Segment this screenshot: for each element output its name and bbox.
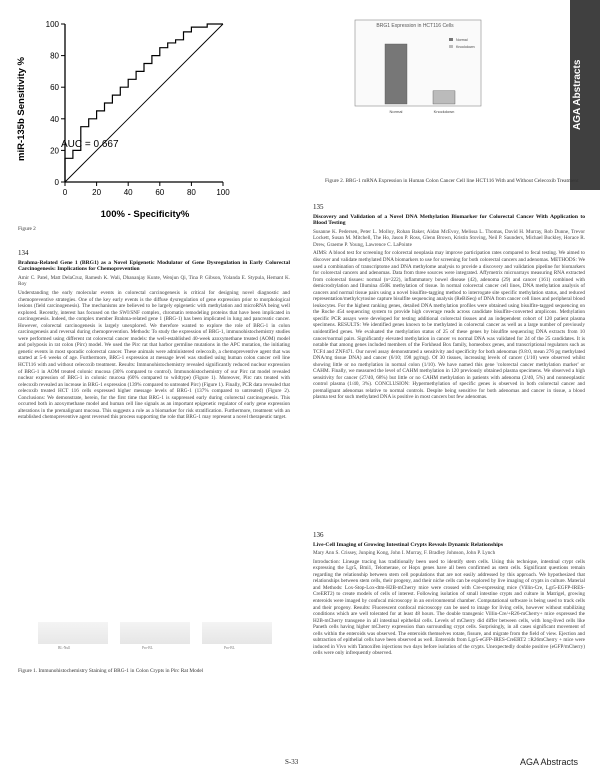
figure-1-caption: Figure 1. Immunohistochemistry Staining of BRG-1 in Colon Crypts in Pirc Rat Model bbox=[18, 668, 204, 674]
article-136-body: Introduction: Lineage tracing has traditionally been used to identify stem cells. Using this technique, intestinal crypt cells expressing the Lgr5, Bmi1, Telomerase, or Hopx genes have all been confirmed as stem cells. Significant questions remain regarding the relationship between stem cell populations that are not easily addressed by this approach. We hypothesized that relationships between stem cells, their progeny, and their niche cells can be explored by live imaging of crypts in culture. Material and Methods: Lox-Stop-Lox-dtm-H2B-mCherry mice were crossed with Cre-expressing mice (Villin-Cre, Lgr5-EGFP-IRES-CreERT2) to create models of cells of interest. Following isolation of small intestine crypts and culture in Matrigel, growing enteroids were imaged by confocal microscopy in an environmental chamber. Computational software is being used to track cells and their progeny. Results: Fluorescent confocal microscopy can be used to image for living cells, however without stabilizing conditions which are well tolerated for at least 48 hours. The double transgenic Villin-Cre/+R26-mCherry+ mice expressed the H2B-mCherry transgene in all intestinal epithelial cells. Levels of mCherry did differ between cells, with long-lived cells like Paneth cells having higher mCherry expression than surrounding crypt cells. Surprisingly, in all cases significant movement of cells within the enteroids was observed. The enteroids themselves rotate, fissure, and migrate from the field of view. Ejection and subtraction of epithelial cells have been observed as well. Enteroids from Lgr5-eGFP-IRES-CreERT2 ::R26mCherry + mice were induced in Vivo with Tamoxifen injections two days before isolation of the crypts. Unexpectedly double positive (eGFP/mCherry) cells were only infrequently observed. bbox=[313, 558, 585, 657]
section-sidebar bbox=[570, 0, 600, 190]
roc-y-tick-label: 40 bbox=[50, 114, 59, 124]
roc-x-axis-label: 100% - Specificity% bbox=[100, 209, 190, 220]
article-134-number: 134 bbox=[18, 249, 29, 257]
roc-caption: Figure 2 bbox=[18, 226, 36, 232]
legend-knockdown: Knockdown bbox=[456, 45, 475, 49]
brg1-plot-frame bbox=[355, 20, 481, 106]
brg1-category-label: Normal bbox=[389, 109, 403, 114]
roc-y-tick-label: 20 bbox=[50, 146, 59, 156]
article-134-title: Brahma-Related Gene 1 (BRG1) as a Novel Epigenetic Modulator of Gene Dysregulation in Early Colorectal Carcinogenesis: Implications for Chemoprevention bbox=[18, 259, 290, 273]
brg1-category-label: Knockdown bbox=[433, 109, 455, 114]
footer-journal: AGA Abstracts bbox=[520, 757, 579, 767]
roc-x-tick-label: 40 bbox=[123, 188, 133, 197]
roc-diagonal bbox=[65, 24, 223, 182]
article-134-body: Understanding the early molecular events in colorectal carcinogenesis is critical for designing novel diagnostic and chemopreventive strategies. One of the key early events is the diffuse dysregulation of gene expression prior to morphological lesions (field carcinogenesis). The mechanisms are believed to be largely epigenetic with methylation and microRNA being well explored. Recently, interest has focused on the SWI/SNF complex, chromatin remodeling proteins that have been implicated in carcinogenesis. Indeed, the complex member Brahma-related gene 1 (BRG-1) has been implicated in lung and pancreatic cancer. However, colorectal carcinogenesis is largely unexplored. We therefore wanted to explore the role of BRG-1 in colon carcinogenesis and reversal during chemoprevention. Methods: To study the expression of BRG-1, immunohistochemistry studies were performed using different rat colorectal cancer models: the well-established 40-week azoxymethane treated (AOM) model and polyposis in rat colon (Pirc) model. We used the Pirc rat that harbor germline mutations in the APC mutation, the initiating genetic events in most sporadic colorectal cancer. These animals were administered celecoxib, a chemopreventive agent that was started at 5-6 weeks of age. Furthermore, BRG-1 expression at message level was studied using human colon cancer cell line HCT116 with and without celecoxib treatment. Results: Immunohistochemistry revealed significantly reduced nuclear expression of BRG-1 in AOM treated colonic mucosa (30% compared to control). Immunohistochemistry of our Pirc rat model revealed nuclear expression of BRG-1 in colonic mucosa (60% compared to wildtype) (Figure 1). Moreover, Pirc rats treated with celecoxib revealed an increase in BRG-1 expression (139% compared to untreated Pirc) (Figure 1). Finally, PCR data revealed that celecoxib treated HCT 116 cells expressed higher message levels of BRG-1 (137% compared to untreated) (Figure 2). Conclusions: We demonstrate, herein, for the first time that BRG-1 is suppressed early during colorectal carcinogenesis. This occurred both in azoxymethane model and human cell line signals as an important epigenetic regulator of early gene expression alterations in the premalignant mucosa. This suggests a role as a biomarker for risk stratification. Furthermore, treatment with an established chemopreventive agent reversed this process supporting the role that BRG-1 may represent a novel therapeutic target. bbox=[18, 289, 290, 421]
brg1-bar-knockdown bbox=[433, 91, 455, 104]
brg1-caption: Figure 2. BRG-1 mRNA Expression in Human Colon Cancer Cell line HCT116 With and Without Celecoxib Treatment bbox=[325, 178, 579, 184]
article-136-title: Live-Cell Imaging of Growing Intestinal Crypts Reveals Dynamic Relationships bbox=[313, 541, 504, 548]
roc-x-tick-label: 80 bbox=[186, 188, 196, 197]
article-135-authors: Susanne K. Pedersen, Peter L. Molloy, Rohan Baker, Aidan McEvoy, Melissa L. Thomas, David H. Murray, Rob Dunne, Trevor Lockett, Susan M. Mitchell, The Ho, Jason P. Ross, Glenn Brown, Kristin Stoving, Neil P. Saunders, Michael Buckley, Horace R. Drew, Graeme P. Young, Lawrence C. LaPointe bbox=[313, 228, 585, 248]
article-135-title: Discovery and Validation of a Novel DNA Methylation Biomarker for Colorectal Cancer With Application to Blood Testing bbox=[313, 213, 585, 227]
brg1-bar-normal bbox=[385, 44, 407, 104]
article-134-authors: Amir C. Patel, Matt DelaCruz, Ramesh K. Wali, Dhananjay Kunte, Wenjun Qi, Tina P. Gibson, Yolanda E. Stypula, Hemant K. Roy bbox=[18, 274, 290, 288]
article-136-authors: Mary Ann S. Crissey, Junping Kong, John I. Murray, F. Bradley Johnson, John P. Lynch bbox=[313, 550, 496, 557]
micrograph-panel-1 bbox=[38, 622, 108, 644]
sidebar-label: AGA Abstracts bbox=[572, 59, 583, 131]
roc-y-axis-label: miR-135b Sensitivity % bbox=[16, 56, 27, 162]
article-135-body: AIMS: A blood test for screening for colorectal neoplasia may improve participation rates compared to fecal testing. We aimed to discover and validate methylated DNA biomarkers to use for screening for both colorectal cancers and adenomas. METHODS: We used a combination of transcriptome and DNA methylome analysis to provide a discovery and validation pipeline for biomarkers for colorectal cancers and adenomas. Data from three sources were integrated. Affymetrix microarrays measuring RNA extracted from colorectal tissues: normal (n=222), inflammatory bowel disease (42), adenoma (29) and cancer (161) combined with demicrodrylation and Illumina 450K methylation of tissue. In normal colorectal cancer cell lines, DNA methylation analysis of cancers and normal tissue pairs using a novel bisulfite-tagging method to interrogate site specific methylation status, and reduced representation/methylcytosine capture bisulfite sequencing analysis (ReBiSeq) of DNA from cancer cell lines and peripheral blood leukocytes. For the highest ranking genes, detailed DNA methylation profiles were obtained using bisulfite-tagged sequencing on the Roche 454 sequencing system to provide high coverage reads across candidate bisulfite-converted amplicons. Methylation specific PCR assays were developed for testing additional colorectal tissues and an independent cohort of 120 patient plasma specimens. RESULTS: We identified genes known to be methylated in colorectal cancer as well as a large number of previously unidentified genes. We evaluated the methylation status of 25 of these genes by bisulfite sequencing DNA extracts from 10 cancer/normal pairs. Significantly elevated methylation in cancer vs normal DNA was validated for 24 of the 25 candidates. It is notable that among genes included members of the Forkhead Box family, homeobox genes, and transcriptional regulators such as TCF4 and ZNF471. Our novel assay demonstrated a sensitivity and specificity for both adenomas (9.8:0, mean 276 pg methylated DNA/mg tissue DNA) and cancer (6/10; 198 pg/mg). Of 30 tissues, increasing levels of cancer (1/10) were observed whilst showing little or no methylation in normal colon (1/10). We have named this gene 'colorectal cancer methylation marker' or CAHM. Finally, we measured the level of CAHM methylation in 120 previously obtained plasma specimens. We observed a high sensitivity for cancer (27/40, 68%) but little or no CAHM methylation in patients with adenoma (2/40, 5%) and nonneoplastic control plasma (1/40, 3%). CONCLUSION: Hypermethylation of specific genes is observed in both colorectal cancer and premalignant adenomas relative to normal controls. Despite being sensitive for both adenomas and cancer in tissue, a blood plasma test for such methylated DNA is positive in most cancers but few adenomas. bbox=[313, 250, 585, 401]
roc-chart bbox=[15, 14, 265, 224]
article-134 bbox=[18, 250, 290, 421]
article-135 bbox=[313, 204, 585, 401]
roc-x-tick-label: 60 bbox=[155, 188, 165, 197]
roc-x-tick-label: 20 bbox=[92, 188, 102, 197]
roc-y-tick-label: 0 bbox=[54, 178, 59, 187]
auc-annotation: AUC = 0.667 bbox=[61, 139, 119, 150]
brg1-title: BRG1 Expression in HCT116 Cells bbox=[376, 23, 454, 29]
legend-swatch-knockdown bbox=[449, 45, 453, 48]
legend-swatch-normal bbox=[449, 38, 453, 41]
roc-x-tick-label: 0 bbox=[62, 188, 68, 197]
legend-normal: Normal bbox=[456, 38, 468, 42]
article-136-number: 136 bbox=[313, 531, 324, 539]
panel-label-2: Pro-BL bbox=[142, 646, 153, 650]
figure-1-panels bbox=[38, 622, 278, 654]
panel-label-3: Pro-BL bbox=[224, 646, 235, 650]
micrograph-panel-2 bbox=[120, 622, 190, 644]
roc-y-tick-label: 100 bbox=[45, 20, 59, 29]
article-135-number: 135 bbox=[313, 203, 324, 211]
page-number: S-33 bbox=[285, 758, 299, 766]
panel-label-1: BL-Null bbox=[58, 646, 71, 650]
roc-y-tick-label: 80 bbox=[50, 51, 59, 61]
article-136 bbox=[313, 532, 585, 657]
roc-x-tick-label: 100 bbox=[216, 188, 230, 197]
roc-y-tick-label: 60 bbox=[50, 83, 59, 93]
brg1-chart bbox=[325, 18, 495, 130]
micrograph-panel-3 bbox=[202, 622, 272, 644]
